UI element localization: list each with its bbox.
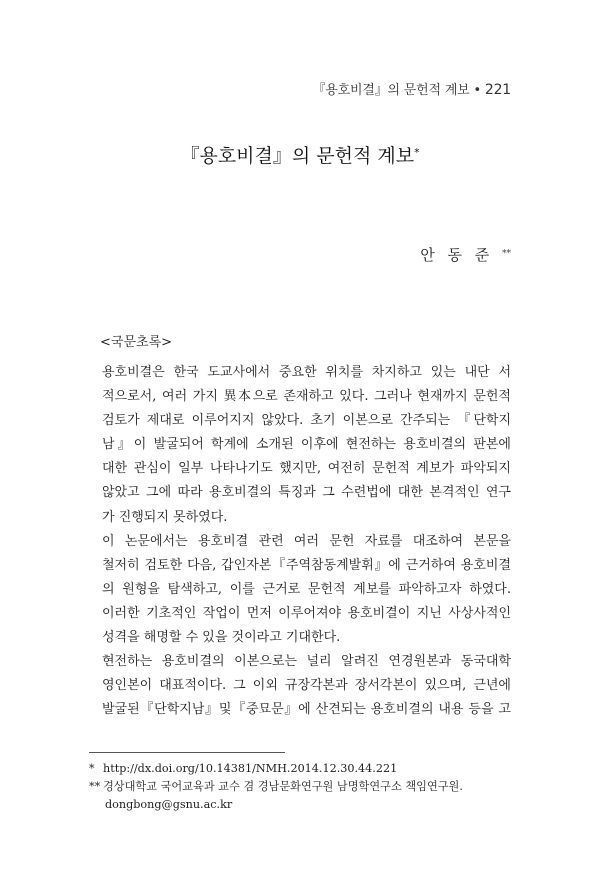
footnote-divider [89, 752, 285, 753]
abstract-label: <국문초록> [100, 335, 173, 350]
paper-title [0, 141, 600, 168]
text-line: 검토가 제대로 이루어지지 않았다. 초기 이본으로 간주되는 『단학지 [102, 413, 511, 429]
text-line: 발굴된『단학지남』및『중묘문』에 산견되는 용호비결의 내용 등을 고 [102, 702, 511, 718]
author-email[interactable]: dongbong@gsnu.ac.kr [105, 797, 233, 811]
running-head-title: 『용호비결』의 문헌적 계보 • [312, 83, 481, 98]
title-footnote-mark: * [414, 146, 420, 159]
footnote-mark: * [89, 762, 95, 775]
author [420, 244, 511, 265]
running-head [312, 79, 511, 98]
text-line: 가 진행되지 못하였다. [102, 509, 228, 525]
text-line: 이러한 기초적인 작업이 먼저 이루어져야 용호비결이 지닌 사상사적인 [102, 605, 511, 621]
text-line: 성격을 해명할 수 있을 것이라고 기대한다. [102, 630, 341, 646]
paragraph-2 [89, 530, 511, 650]
footnote-doi [89, 760, 519, 778]
abstract-body [89, 361, 511, 722]
paragraph-1 [89, 361, 511, 530]
text-line: 대한 관심이 일부 나타나기도 했지만, 여전히 문헌적 계보가 파악되지 [102, 461, 511, 477]
text-line: 남』이 발굴되어 학계에 소개된 이후에 현전하는 용호비결의 판본에 [102, 437, 511, 453]
author-footnote-mark: ** [502, 249, 511, 259]
text-line: 의 원형을 탐색하고, 이를 근거로 문헌적 계보를 파악하고자 하였다. [102, 581, 511, 597]
page-number: 221 [484, 82, 511, 98]
text-line: 용호비결은 한국 도교사에서 중요한 위치를 차지하고 있는 내단 서 [102, 365, 511, 380]
footnotes [89, 760, 519, 813]
text-line: 철저히 검토한 다음, 갑인자본『주역참동계발휘』에 근거하여 용호비결 [102, 557, 511, 573]
paper-title-text: 『용호비결』의 문헌적 계보 [180, 145, 415, 167]
footnote-author [89, 778, 519, 796]
text-line: 적으로서, 여러 가지 異本으로 존재하고 있다. 그러나 현재까지 문헌적 [102, 389, 511, 405]
text-line: 않았고 그에 따라 용호비결의 특징과 그 수련법에 대한 본격적인 연구 [102, 485, 511, 501]
text-line: 이 논문에서는 용호비결 관련 여러 문헌 자료를 대조하여 본문을 [102, 533, 511, 549]
author-name: 안 동 준 [420, 246, 494, 264]
footnote-mark: ** [89, 779, 101, 793]
author-affiliation: 경상대학교 국어교육과 교수 겸 경남문화연구원 남명학연구소 책임연구원. [103, 779, 463, 793]
paragraph-3 [89, 650, 511, 722]
text-line: 현전하는 용호비결의 이본으로는 널리 알려진 연경원본과 동국대학 [102, 654, 511, 670]
text-line: 영인본이 대표적이다. 그 이외 규장각본과 장서각본이 있으며, 근년에 [102, 678, 511, 694]
doi-link[interactable]: http://dx.doi.org/10.14381/NMH.2014.12.30.44.221 [103, 762, 398, 775]
